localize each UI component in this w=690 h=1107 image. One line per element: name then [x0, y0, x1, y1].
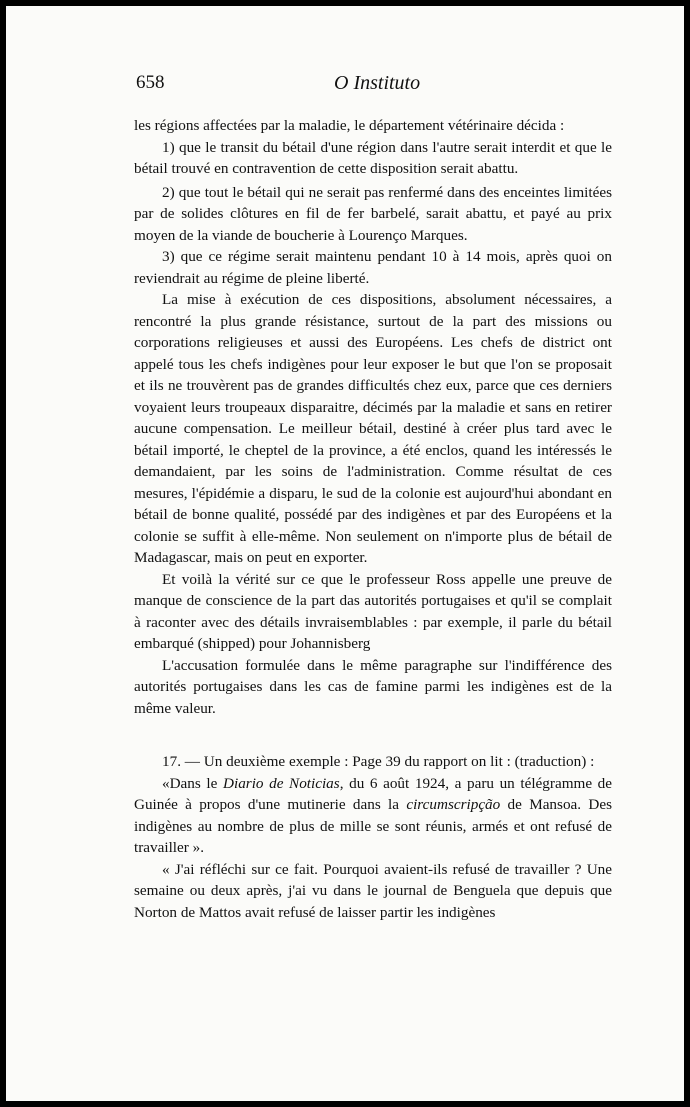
paragraph-item-2: 2) que tout le bétail qui ne serait pas renfermé dans des enceintes limitées par de solides clôtures en fil de fer barbelé, sarait abattu, et payé au prix moyen de la viande de boucherie à Lourenço Marques.: [134, 183, 612, 244]
section-heading-17: 17. — Un deuxième exemple : Page 39 du rapport on lit : (traduction) :: [162, 753, 595, 770]
paragraph-reflection: « J'ai réfléchi sur ce fait. Pourquoi avaient-ils refusé de travailler ? Une semaine ou deux après, j'ai vu dans le journal de Benguela que depuis que Norton de Mattos avait refusé de laisser partir les indigènes: [134, 860, 612, 921]
paragraph-item-3: 3) que ce régime serait maintenu pendant 10 à 14 mois, après quoi on reviendrait au régime de pleine liberté.: [134, 248, 612, 287]
quote-part-3: de Mansoa. Des indigènes au nombre de plus de mille se sont réunis, armés et ont refusé de travailler ».: [134, 796, 612, 856]
document-page: [6, 6, 684, 1101]
quote-part-1: «Dans le: [162, 774, 223, 792]
paragraph-ross: Et voilà la vérité sur ce que le professeur Ross appelle une preuve de manque de conscience de la part das autorités portugaises et qu'il se complait à raconter avec des détails invraisemblables : par exemple, il parle du bétail embarqué (shipped) pour Johannisberg: [134, 570, 612, 652]
paragraph-item-1: 1) que le transit du bétail d'une région dans l'autre serait interdit et que le bétail trouvé en contravention de cette disposition serait abattu.: [134, 138, 612, 177]
paragraph-intro: les régions affectées par la maladie, le département vétérinaire décida :: [134, 117, 565, 134]
paragraph-execution: La mise à exécution de ces dispositions, absolument nécessaires, a rencontré la plus grande résistance, surtout de la part des missions ou corporations religieuses et aussi des Européens. Les chefs de district ont appelé tous les chefs indigènes pour leur exposer le but que l'on se proposait et ils ne trouvèrent pas de grandes difficultés chez eux, parce que ces derniers voyaient leurs troupeaux disparaitre, décimés par la maladie et sans en retirer aucune compensation. Le meilleur bétail, destiné à créer plus tard avec le bétail importé, le cheptel de la province, a été enclos, quand les intéressés le demandaient, par les soins de l'administration. Comme résultat de ces mesures, l'épidémie a disparu, le sud de la colonie est aujourd'hui abondant en bétail de bonne qualité, possédé par des indigènes et par des Européens et la colonie se suffit à elle-même. Non seulement on n'importe plus de bétail de Madagascar, mais on peut en exporter.: [134, 291, 612, 566]
circumscripcao-term: circumscripção: [406, 796, 501, 813]
page-number: 658: [136, 72, 165, 93]
page-header: [136, 72, 608, 102]
newspaper-title: Diario de Noticias: [223, 774, 340, 792]
paragraph-accusation: L'accusation formulée dans le même paragraphe sur l'indifférence des autorités portugaises dans les cas de famine parmi les indigènes est de la même valeur.: [134, 656, 612, 717]
quote-part-2: , du 6 août 1924, a paru un télégramme de Guinée à propos d'une mutinerie dans la: [134, 774, 612, 813]
paragraph-quote-diario: [134, 773, 612, 859]
running-title: O Instituto: [334, 72, 421, 94]
body-text: [134, 115, 612, 923]
